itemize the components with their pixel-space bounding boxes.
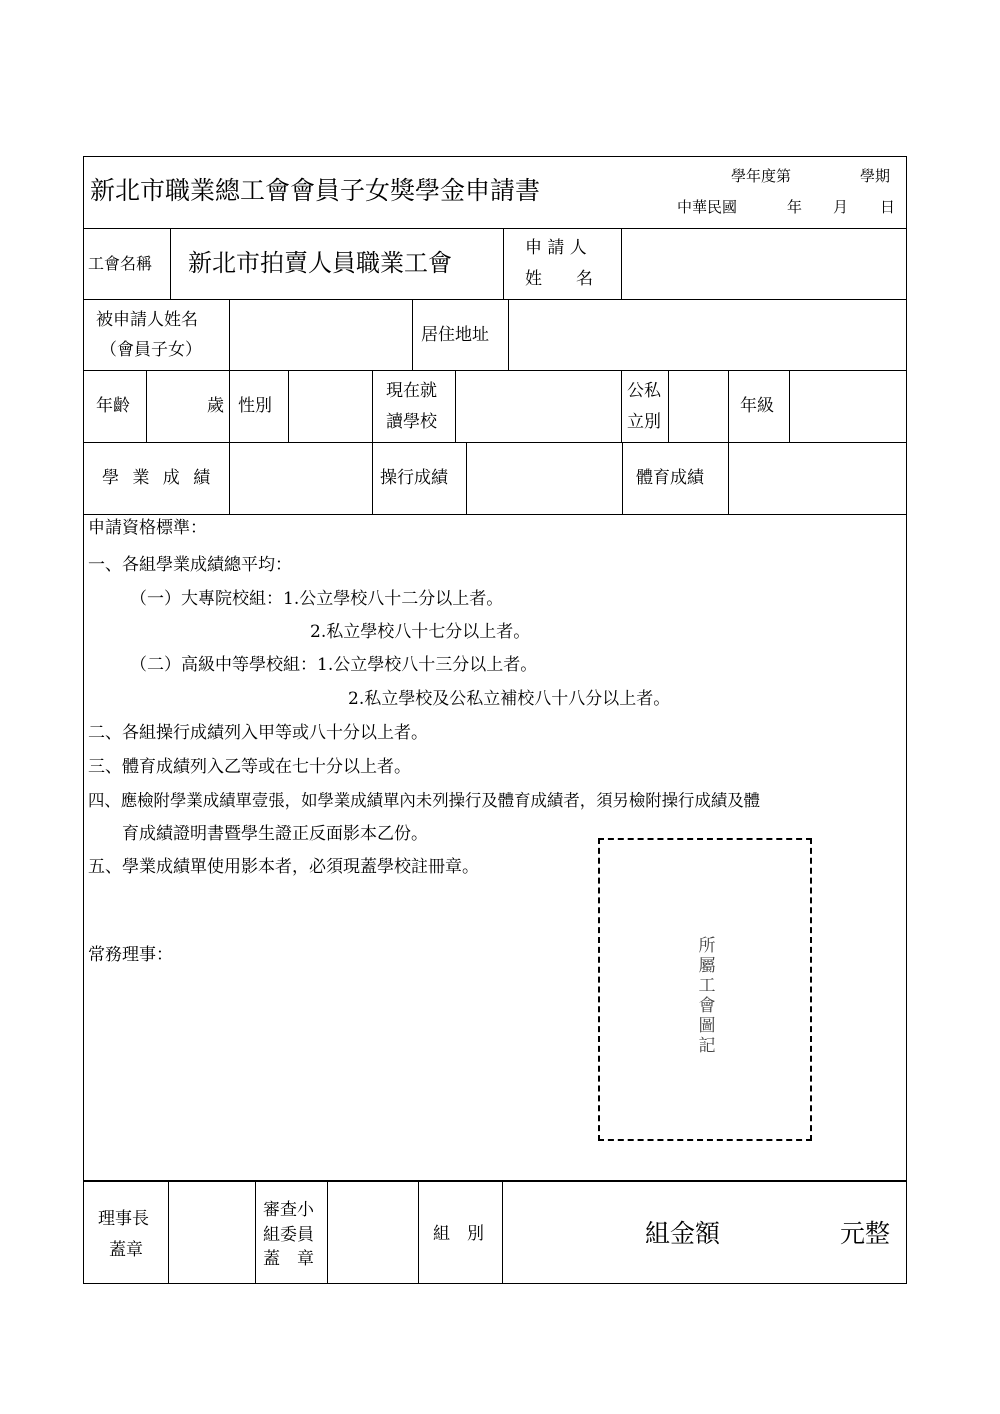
col-divider <box>255 1180 256 1284</box>
row-divider <box>83 299 907 300</box>
col-divider <box>789 370 790 442</box>
school-label: 現在就 <box>386 381 437 401</box>
col-divider <box>229 370 230 442</box>
seal-char: 工 <box>698 976 716 996</box>
col-divider <box>621 370 622 442</box>
criteria-line: （一）大專院校組：1.公立學校八十二分以上者。 <box>130 589 504 609</box>
union-seal-caption <box>600 936 814 1056</box>
col-divider <box>418 1180 419 1284</box>
pe-score-label: 體育成績 <box>636 468 704 488</box>
col-divider <box>168 1180 169 1284</box>
gender-field[interactable] <box>290 372 371 441</box>
grade-label: 年級 <box>740 396 774 416</box>
col-divider <box>229 442 230 514</box>
year-label: 年 <box>787 198 803 216</box>
applicant-name-label: 申 請 人 <box>525 238 587 258</box>
school-label: 讀學校 <box>386 412 437 432</box>
chairman-seal-label: 理事長 <box>98 1209 149 1229</box>
col-divider <box>372 442 373 514</box>
criteria-line: 一、各組學業成績總平均： <box>88 555 292 575</box>
school-field[interactable] <box>457 372 620 441</box>
director-label: 常務理事： <box>88 945 173 965</box>
col-divider <box>621 228 622 299</box>
chairman-seal-field[interactable] <box>170 1182 254 1282</box>
age-label: 年齡 <box>96 396 130 416</box>
seal-char: 所 <box>698 936 716 956</box>
col-divider <box>728 370 729 442</box>
conduct-score-label: 操行成績 <box>380 468 448 488</box>
gender-label: 性別 <box>238 396 272 416</box>
seal-char: 圖 <box>698 1016 716 1036</box>
col-divider <box>455 370 456 442</box>
chairman-seal-label: 蓋章 <box>109 1240 143 1260</box>
academic-score-label: 學 業 成 績 <box>102 468 215 488</box>
day-label: 日 <box>880 198 896 216</box>
row-divider <box>83 514 907 515</box>
seal-char: 記 <box>698 1036 716 1056</box>
row-divider <box>83 228 907 229</box>
criteria-line: 四、應檢附學業成績單壹張，如學業成績單內未列操行及體育成績者，須另檢附操行成績及體 <box>88 791 761 810</box>
col-divider <box>170 228 171 299</box>
criteria-line: 2.私立學校及公私立補校八十八分以上者。 <box>348 689 671 709</box>
review-seal-field[interactable] <box>329 1182 417 1282</box>
criteria-line: 五、學業成績單使用影本者，必須現蓋學校註冊章。 <box>88 857 479 877</box>
address-field[interactable] <box>510 301 905 369</box>
school-type-label: 立別 <box>627 412 661 432</box>
criteria-line: 三、體育成績列入乙等或在七十分以上者。 <box>88 757 411 777</box>
union-seal-box <box>598 838 812 1141</box>
criteria-line: 育成績證明書暨學生證正反面影本乙份。 <box>122 824 428 844</box>
child-name-field[interactable] <box>231 301 411 369</box>
semester-suffix: 學期 <box>860 167 891 185</box>
amount-suffix: 元整 <box>840 1219 891 1248</box>
applicant-name-label: 姓 名 <box>525 269 593 289</box>
group-label: 組 別 <box>433 1224 484 1244</box>
seal-char: 屬 <box>698 956 716 976</box>
row-divider <box>83 370 907 371</box>
col-divider <box>288 370 289 442</box>
seal-char: 會 <box>698 996 716 1016</box>
semester-label: 學年度第 <box>731 167 792 185</box>
col-divider <box>412 299 413 370</box>
criteria-line: （二）高級中等學校組：1.公立學校八十三分以上者。 <box>130 655 538 675</box>
age-unit: 歲 <box>207 396 224 416</box>
col-divider <box>502 1180 503 1284</box>
union-name-value[interactable]: 新北市拍賣人員職業工會 <box>188 249 452 277</box>
col-divider <box>503 228 504 299</box>
review-seal-label: 組委員 <box>263 1225 314 1245</box>
child-name-label: 被申請人姓名 <box>96 310 198 330</box>
col-divider <box>146 370 147 442</box>
row-divider <box>83 442 907 443</box>
review-seal-label: 審查小 <box>263 1200 314 1220</box>
criteria-line: 2.私立學校八十七分以上者。 <box>310 622 531 642</box>
address-label: 居住地址 <box>421 325 489 345</box>
col-divider <box>372 370 373 442</box>
month-label: 月 <box>833 198 849 216</box>
amount-label: 組金額 <box>645 1219 721 1248</box>
col-divider <box>668 370 669 442</box>
col-divider <box>466 442 467 514</box>
col-divider <box>229 299 230 370</box>
col-divider <box>728 442 729 514</box>
criteria-heading: 申請資格標準： <box>88 518 207 538</box>
col-divider <box>622 442 623 514</box>
col-divider <box>508 299 509 370</box>
applicant-name-field[interactable] <box>623 230 905 298</box>
criteria-line: 二、各組操行成績列入甲等或八十分以上者。 <box>88 723 428 743</box>
union-name-label: 工會名稱 <box>88 254 153 273</box>
school-type-label: 公私 <box>627 381 661 401</box>
review-seal-label: 蓋 章 <box>263 1249 314 1269</box>
col-divider <box>327 1180 328 1284</box>
form-title: 新北市職業總工會會員子女獎學金申請書 <box>90 176 541 205</box>
roc-date-label: 中華民國 <box>677 198 738 216</box>
child-name-label: （會員子女） <box>100 340 202 360</box>
